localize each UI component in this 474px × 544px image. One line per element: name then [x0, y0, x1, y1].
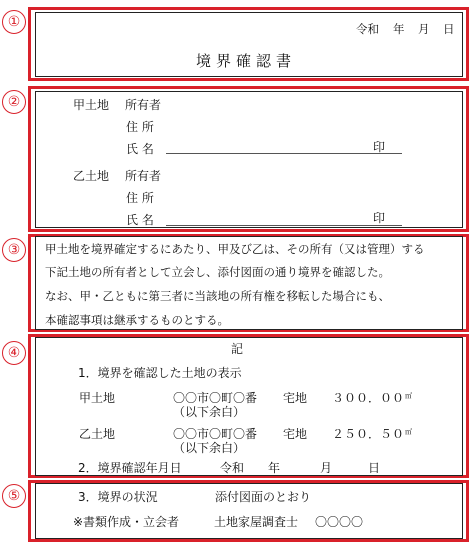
record-frame: [35, 337, 463, 476]
kou-land-category: 宅地: [283, 391, 308, 405]
otsu-seal-label: 印: [373, 211, 386, 225]
otsu-land-label: 乙土地: [73, 169, 110, 183]
agreement-line-2: 下記土地の所有者として立会し、添付図面の通り境界を確認した。: [45, 265, 390, 279]
kou-land-location: 〇〇市〇町〇番: [173, 391, 258, 405]
item-1-label: 1．境界を確認した土地の表示: [78, 366, 242, 380]
date-day-label: 日: [443, 22, 455, 36]
otsu-land-location: 〇〇市〇町〇番: [173, 427, 258, 441]
date-prefix: 令和: [356, 22, 379, 36]
otsu-owner-label: 所有者: [125, 169, 162, 183]
confirm-date-year: 年: [268, 461, 281, 475]
agreement-line-1: 甲土地を境界確定するにあたり、甲及び乙は、その所有（又は管理）する: [45, 242, 425, 256]
preparer-label: ※書類作成・立会者: [73, 515, 180, 529]
agreement-line-3: なお、甲・乙ともに第三者に当該地の所有権を移転した場合にも、: [45, 289, 390, 303]
section-marker-4: ④: [2, 341, 26, 365]
document-title: 境界確認書: [196, 52, 297, 70]
preparer-title: 土地家屋調査士: [214, 515, 299, 529]
date-month-label: 月: [418, 22, 430, 36]
otsu-name-label: 氏 名: [126, 213, 154, 227]
kou-land-remarks: （以下余白）: [173, 405, 246, 419]
section-marker-3: ③: [2, 238, 26, 262]
kou-area-unit: ㎡: [405, 392, 413, 400]
section-marker-1: ①: [2, 10, 26, 34]
otsu-land-row-label: 乙土地: [79, 427, 116, 441]
otsu-address-label: 住 所: [126, 191, 154, 205]
kou-owner-label: 所有者: [125, 98, 162, 112]
kou-area-value: ３００．００: [332, 391, 405, 405]
item-2-label: 2．境界確認年月日: [78, 461, 182, 475]
item-3-label: 3．境界の状況: [78, 490, 158, 504]
confirm-date-prefix: 令和: [220, 461, 245, 475]
otsu-land-area: [332, 425, 412, 442]
preparer-name: 〇〇〇〇: [315, 515, 364, 529]
item-3-value: 添付図面のとおり: [215, 490, 312, 504]
record-heading: 記: [231, 342, 244, 356]
agreement-line-4: 本確認事項は継承するものとする。: [45, 313, 229, 327]
confirm-date-day: 日: [368, 461, 381, 475]
otsu-name-line: [166, 225, 402, 226]
kou-seal-label: 印: [373, 140, 386, 154]
otsu-area-value: ２５０．５０: [332, 427, 405, 441]
otsu-land-category: 宅地: [283, 427, 308, 441]
otsu-land-remarks: （以下余白）: [173, 441, 246, 455]
date-year-label: 年: [393, 22, 405, 36]
section-marker-5: ⑤: [2, 484, 26, 508]
section-marker-2: ②: [2, 90, 26, 114]
kou-name-line: [166, 153, 402, 154]
kou-name-label: 氏 名: [126, 142, 154, 156]
otsu-area-unit: ㎡: [405, 428, 413, 436]
kou-land-label: 甲土地: [73, 98, 110, 112]
kou-land-area: [332, 389, 412, 406]
confirm-date-month: 月: [320, 461, 333, 475]
kou-land-row-label: 甲土地: [79, 391, 116, 405]
kou-address-label: 住 所: [126, 120, 154, 134]
